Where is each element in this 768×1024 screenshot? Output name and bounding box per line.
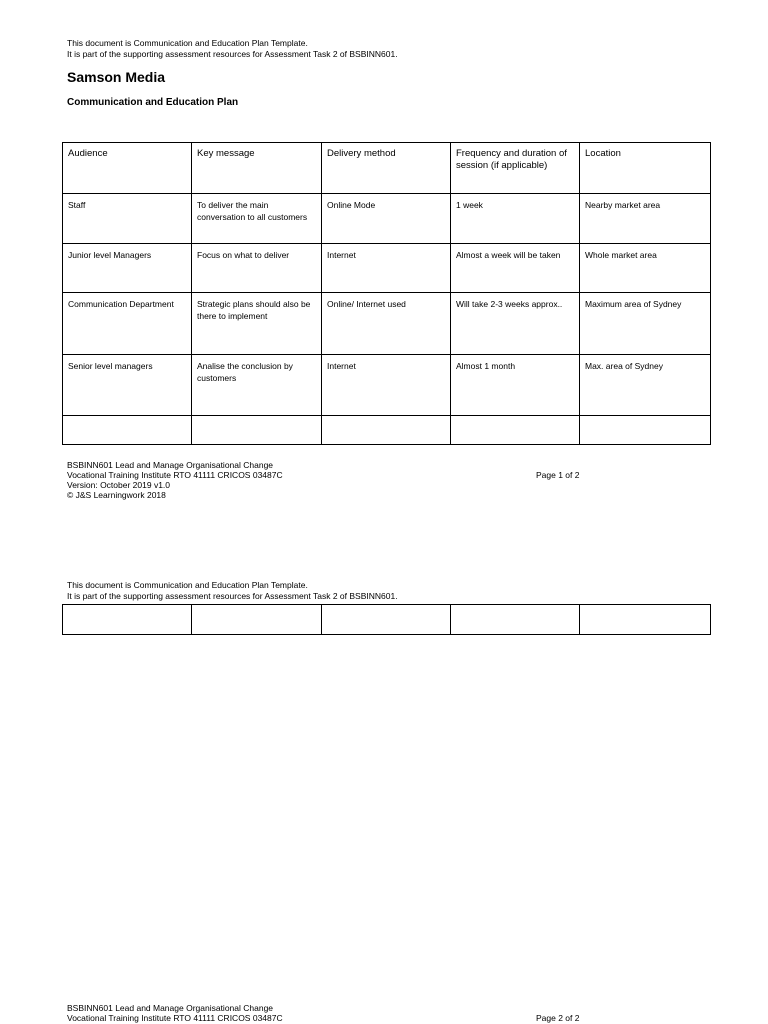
table-header-row bbox=[63, 143, 711, 194]
table-cell: Staff bbox=[63, 194, 192, 244]
table-cell bbox=[192, 605, 322, 635]
table-cell: Will take 2-3 weeks approx.. bbox=[451, 293, 580, 355]
footer-version: Version: October 2019 v1.0 bbox=[67, 480, 171, 490]
table-cell: Focus on what to deliver bbox=[192, 244, 322, 293]
table-cell bbox=[63, 605, 192, 635]
table-row bbox=[63, 416, 711, 445]
table-row bbox=[63, 194, 711, 244]
table-row bbox=[63, 244, 711, 293]
table-cell: Senior level managers bbox=[63, 355, 192, 416]
column-header-frequency: Frequency and duration of session (if applicable) bbox=[451, 143, 580, 194]
footer-course-title: BSBINN601 Lead and Manage Organisational Change bbox=[67, 460, 274, 470]
column-header-key-message: Key message bbox=[192, 143, 322, 194]
footer-course-title: BSBINN601 Lead and Manage Organisational Change bbox=[67, 1003, 274, 1013]
table-cell: Almost 1 month bbox=[451, 355, 580, 416]
document-header-line-1: This document is Communication and Education Plan Template. bbox=[67, 38, 308, 48]
footer-institute: Vocational Training Institute RTO 41111 CRICOS 03487C bbox=[67, 1013, 283, 1023]
page-number: Page 2 of 2 bbox=[536, 1013, 580, 1023]
table-row bbox=[63, 605, 711, 635]
table-cell: Maximum area of Sydney bbox=[580, 293, 711, 355]
communication-plan-table bbox=[62, 142, 711, 445]
column-header-location: Location bbox=[580, 143, 711, 194]
table-cell: Internet bbox=[322, 244, 451, 293]
table-cell: Nearby market area bbox=[580, 194, 711, 244]
table-cell bbox=[63, 416, 192, 445]
table-cell: Internet bbox=[322, 355, 451, 416]
table-cell: Analise the conclusion by customers bbox=[192, 355, 322, 416]
communication-plan-table-continued bbox=[62, 604, 711, 635]
table-cell: Communication Department bbox=[63, 293, 192, 355]
table-cell: Strategic plans should also be there to implement bbox=[192, 293, 322, 355]
column-header-audience: Audience bbox=[63, 143, 192, 194]
page-number: Page 1 of 2 bbox=[536, 470, 580, 480]
table-cell bbox=[451, 416, 580, 445]
table-cell bbox=[192, 416, 322, 445]
document-header-line-2: It is part of the supporting assessment resources for Assessment Task 2 of BSBINN601. bbox=[67, 49, 398, 59]
table-cell: 1 week bbox=[451, 194, 580, 244]
table-cell bbox=[451, 605, 580, 635]
table-cell bbox=[580, 605, 711, 635]
table-cell: Whole market area bbox=[580, 244, 711, 293]
table-cell: Junior level Managers bbox=[63, 244, 192, 293]
document-header-line-1: This document is Communication and Education Plan Template. bbox=[67, 580, 308, 590]
plan-title: Communication and Education Plan bbox=[67, 97, 239, 108]
column-header-delivery-method: Delivery method bbox=[322, 143, 451, 194]
footer-copyright: © J&S Learningwork 2018 bbox=[67, 490, 166, 500]
document-header-line-2: It is part of the supporting assessment resources for Assessment Task 2 of BSBINN601. bbox=[67, 591, 398, 601]
table-cell: To deliver the main conversation to all customers bbox=[192, 194, 322, 244]
table-cell: Max. area of Sydney bbox=[580, 355, 711, 416]
table-cell bbox=[322, 416, 451, 445]
footer-institute: Vocational Training Institute RTO 41111 CRICOS 03487C bbox=[67, 470, 283, 480]
table-row bbox=[63, 355, 711, 416]
table-cell bbox=[580, 416, 711, 445]
table-cell bbox=[322, 605, 451, 635]
table-row bbox=[63, 293, 711, 355]
company-name: Samson Media bbox=[67, 69, 166, 85]
table-cell: Online Mode bbox=[322, 194, 451, 244]
table-cell: Online/ Internet used bbox=[322, 293, 451, 355]
table-cell: Almost a week will be taken bbox=[451, 244, 580, 293]
